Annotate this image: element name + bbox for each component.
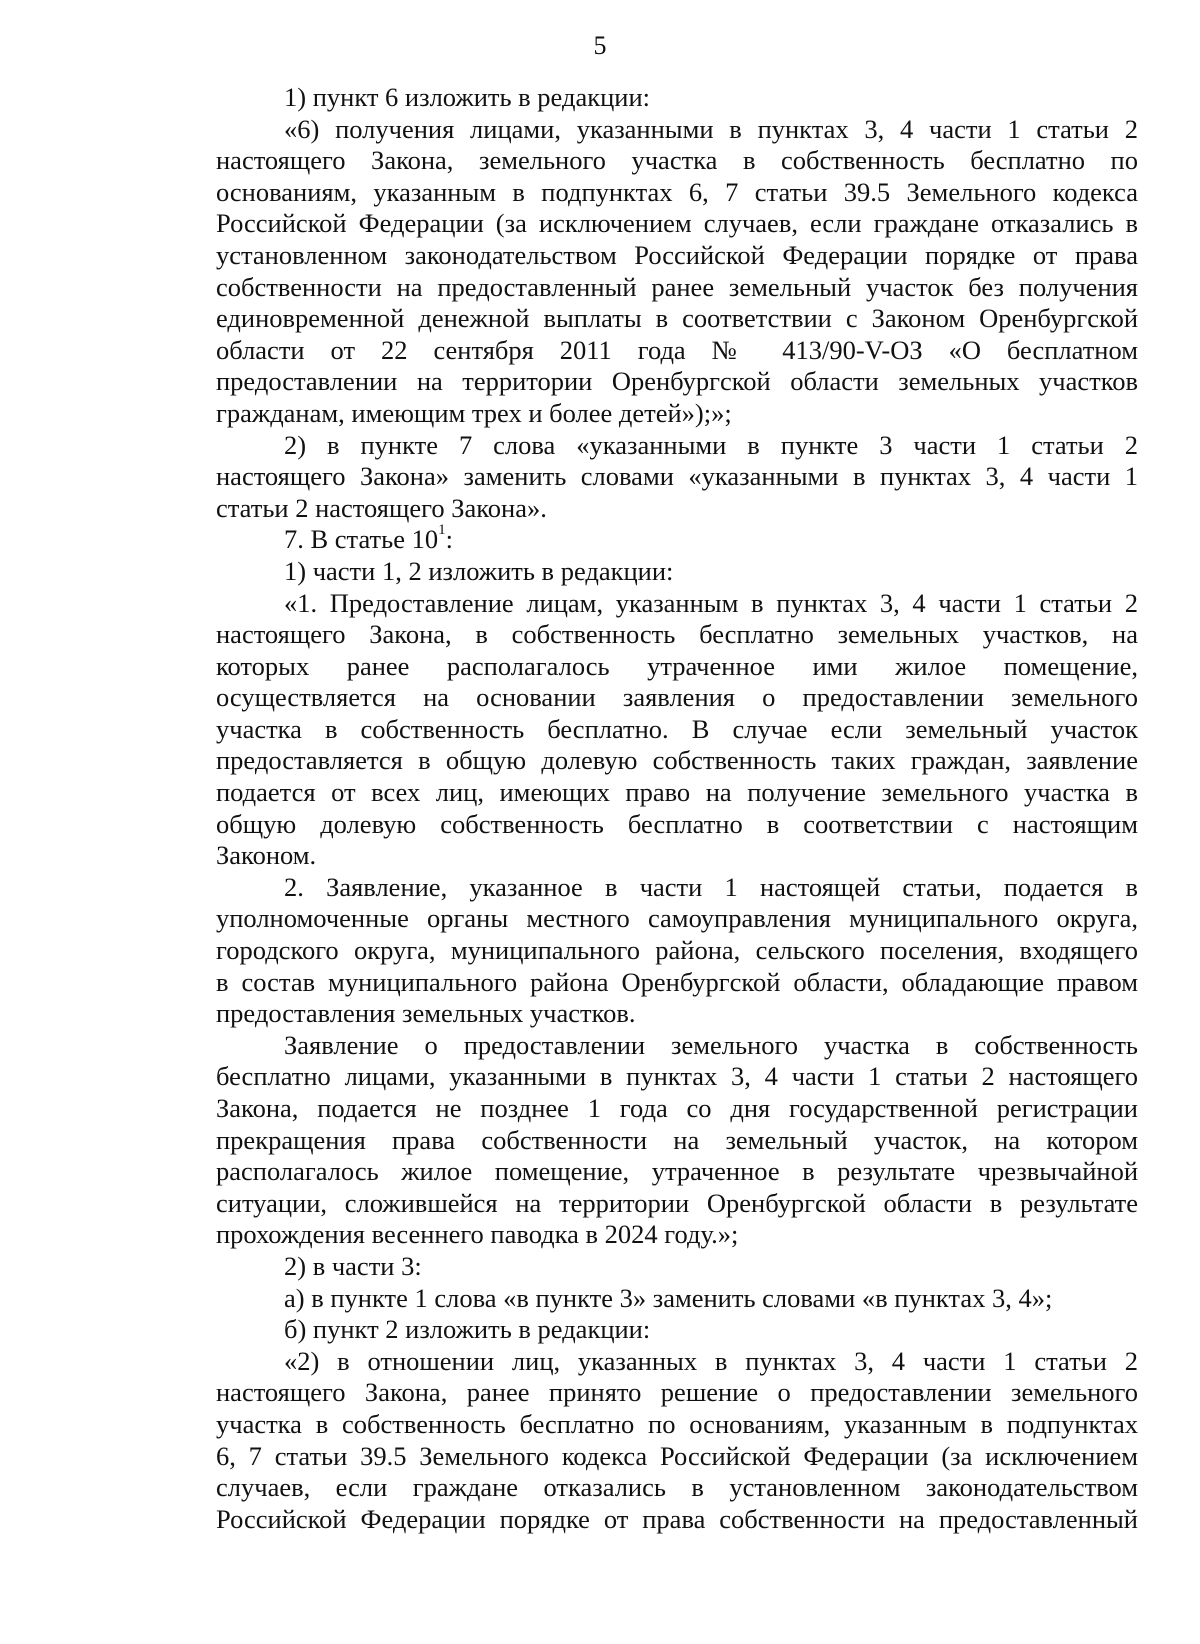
text-line: 1) части 1, 2 изложить в редакции: [284,555,674,586]
text-line-main: 7. В статье 10 [284,524,439,555]
text-line: подается от всех лиц, имеющих право на получение земельного участка в [216,777,1138,808]
text-line: участка в собственность бесплатно. В случае если земельный участок [216,713,1138,744]
text-line: единовременной денежной выплаты в соответствии с Законом Оренбургской [216,303,1138,334]
superscript: 1 [438,522,446,539]
text-line: располагалось жилое помещение, утраченное в результате чрезвычайной [216,1156,1138,1187]
text-line: установленном законодательством Российской Федерации порядке от права [216,239,1138,270]
text-line: осуществляется на основании заявления о предоставлении земельного [216,682,1138,713]
text-line: настоящего Закона, ранее принято решение о предоставлении земельного [216,1377,1138,1408]
text-line: Заявление о предоставлении земельного участка в собственность [284,1029,1138,1060]
text-line: городского округа, муниципального района, сельского поселения, входящего [216,935,1138,966]
text-line: настоящего Закона, земельного участка в собственность бесплатно по [216,145,1138,176]
text-line: предоставления земельных участков. [216,998,636,1029]
text-line: б) пункт 2 изложить в редакции: [284,1314,651,1345]
text-line: а) в пункте 1 слова «в пункте 3» заменить словами «в пунктах 3, 4»; [284,1282,1053,1313]
text-line: основаниям, указанным в подпунктах 6, 7 статьи 39.5 Земельного кодекса [216,176,1138,207]
text-line: прохождения весеннего паводка в 2024 году.»; [216,1219,739,1250]
text-line: общую долевую собственность бесплатно в соответствии с настоящим [216,808,1138,839]
text-line: участка в собственность бесплатно по основаниям, указанным в подпунктах [216,1408,1138,1439]
text-line: настоящего Закона» заменить словами «указанными в пунктах 3, 4 части 1 [216,461,1138,492]
text-line: области от 22 сентября 2011 года № 413/90-V-ОЗ «О бесплатном [216,334,1138,365]
text-line: бесплатно лицами, указанными в пунктах 3, 4 части 1 статьи 2 настоящего [216,1061,1138,1092]
text-line: которых ранее располагалось утраченное ими жилое помещение, [216,650,1138,681]
text-line: гражданам, имеющим трех и более детей»);»; [216,397,732,428]
text-line: Закона, подается не позднее 1 года со дня государственной регистрации [216,1093,1138,1123]
text-line: Российской Федерации порядке от права собственности на предоставленный [216,1503,1138,1534]
text-line: Российской Федерации (за исключением случаев, если граждане отказались в [216,208,1138,239]
text-line: предоставляется в общую долевую собственность таких граждан, заявление [216,745,1138,776]
text-line: «2) в отношении лиц, указанных в пунктах 3, 4 части 1 статьи 2 [284,1345,1138,1376]
text-line: настоящего Закона, в собственность бесплатно земельных участков, на [216,619,1138,650]
text-line: прекращения права собственности на земельный участок, на котором [216,1124,1138,1155]
text-line: статьи 2 настоящего Закона». [216,492,547,523]
text-line: уполномоченные органы местного самоуправления муниципального округа, [216,903,1138,934]
text-line: Законом. [216,840,317,871]
text-line: ситуации, сложившейся на территории Оренбургской области в результате [216,1187,1138,1218]
text-line-tail: : [445,524,453,555]
text-line: в состав муниципального района Оренбургской области, обладающие правом [216,966,1138,997]
text-line: 2) в пункте 7 слова «указанными в пункте 3 части 1 статьи 2 [284,429,1138,460]
text-line: предоставлении на территории Оренбургской области земельных участков [216,366,1138,397]
text-line: собственности на предоставленный ранее земельный участок без получения [216,271,1138,302]
text-line: «6) получения лицами, указанными в пунктах 3, 4 части 1 статьи 2 [284,113,1138,144]
text-line: 2. Заявление, указанное в части 1 настоящей статьи, подается в [284,871,1138,902]
text-line: 2) в части 3: [284,1250,422,1281]
text-line: «1. Предоставление лицам, указанным в пунктах 3, 4 части 1 статьи 2 [284,587,1138,618]
text-line: случаев, если граждане отказались в установленном законодательством [216,1472,1138,1503]
text-line: 6, 7 статьи 39.5 Земельного кодекса Российской Федерации (за исключением [216,1440,1138,1471]
text-line: 1) пункт 6 изложить в редакции: [284,82,650,112]
page-number: 5 [593,31,607,60]
document-body [216,82,1138,1535]
text-line [216,524,1138,556]
